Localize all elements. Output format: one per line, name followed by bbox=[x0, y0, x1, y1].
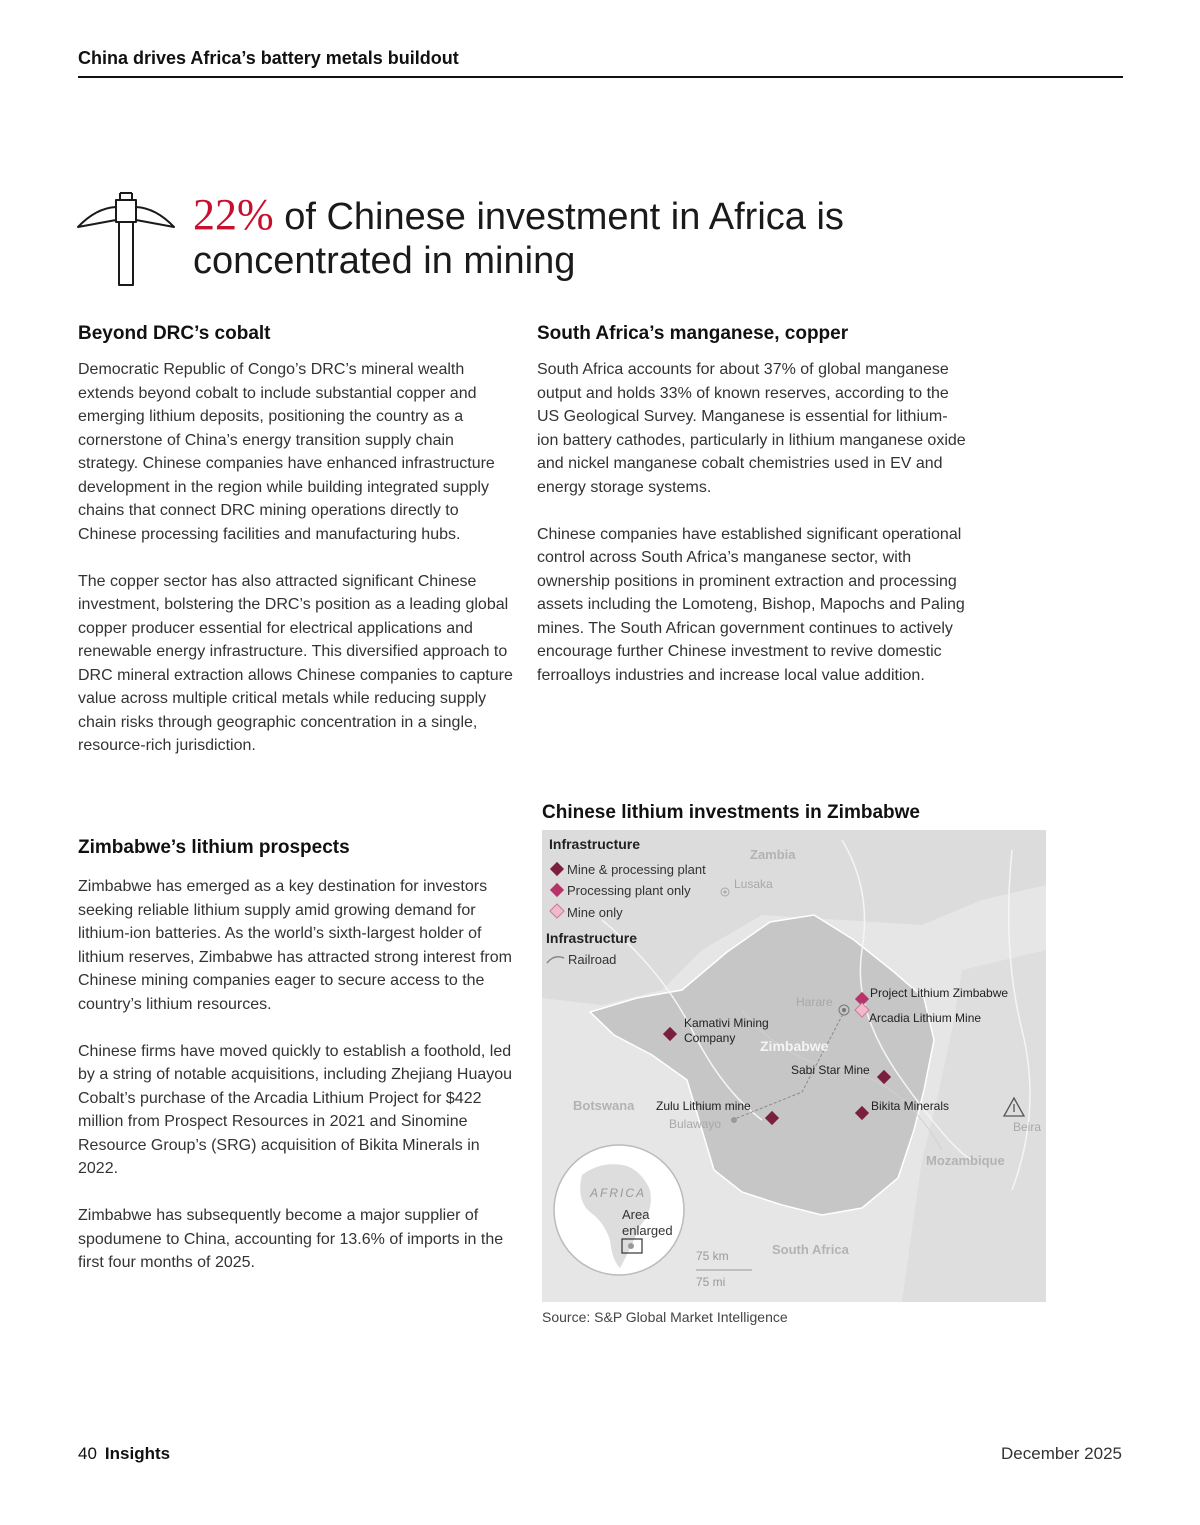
section-body-south-africa bbox=[537, 358, 967, 711]
footer-date: December 2025 bbox=[1001, 1444, 1122, 1463]
paragraph: Democratic Republic of Congo’s DRC’s mineral wealth extends beyond cobalt to include substantial copper and emerging lithium deposits, positioning the country as a cornerstone of China’s energy transition supply chain strategy. Chinese companies have enhanced infrastructure development in the region while building integrated supply chains that connect DRC mining operations directly to Chinese processing facilities and manufacturing hubs. bbox=[78, 361, 495, 543]
legend-label: Processing plant only bbox=[567, 883, 691, 898]
paragraph: Chinese firms have moved quickly to establish a foothold, led by a string of notable acquisitions, including Zhejiang Huayou Cobalt’s purchase of the Arcadia Lithium Project for $422 million from Prospect Resources in 2021 and Sinomine Resource Group’s (SRG) acquisition of Bikita Minerals in 2022. bbox=[78, 1042, 513, 1177]
city-marker-bulawayo bbox=[731, 1117, 737, 1123]
section-heading-south-africa: South Africa’s manganese, copper bbox=[537, 323, 849, 344]
legend-label: Mine only bbox=[567, 905, 623, 920]
section-body-zimbabwe bbox=[78, 875, 518, 1298]
page-number: 40 bbox=[78, 1444, 97, 1463]
scale-label-mi: 75 mi bbox=[696, 1275, 726, 1289]
header-rule bbox=[78, 76, 1123, 78]
paragraph: Zimbabwe has subsequently become a major supplier of spodumene to China, accounting for 13.6% of imports in the first four months of 2025. bbox=[78, 1207, 504, 1271]
scale-label-km: 75 km bbox=[696, 1249, 729, 1263]
legend-label: Mine & processing plant bbox=[567, 862, 706, 877]
footer-page bbox=[78, 1444, 170, 1464]
country-label-south-africa: South Africa bbox=[772, 1242, 849, 1257]
paragraph: South Africa accounts for about 37% of global manganese output and holds 33% of known reserves, according to the US Geological Survey. Manganese is essential for lithium-ion battery cathodes, particularly in lithium manganese oxide and nickel manganese cobalt chemistries used in EV and energy storage systems. bbox=[537, 361, 966, 496]
inset-label: enlarged bbox=[622, 1223, 673, 1238]
site-label-kamativi: Kamativi Mining bbox=[684, 1016, 769, 1030]
source-note: Source: S&P Global Market Intelligence bbox=[542, 1309, 788, 1325]
site-label-project-lithium: Project Lithium Zimbabwe bbox=[870, 986, 1009, 1000]
city-label-beira: Beira bbox=[1013, 1120, 1042, 1134]
section-heading-drc: Beyond DRC’s cobalt bbox=[78, 323, 271, 344]
country-label-botswana: Botswana bbox=[573, 1098, 635, 1113]
headline-text-line1: of Chinese investment in Africa is bbox=[273, 196, 844, 238]
pickaxe-icon bbox=[76, 190, 176, 290]
country-label-mozambique: Mozambique bbox=[926, 1153, 1005, 1168]
map-title: Chinese lithium investments in Zimbabwe bbox=[542, 802, 920, 823]
inset-region-label: AFRICA bbox=[590, 1186, 647, 1200]
legend-heading: Infrastructure bbox=[546, 930, 638, 946]
site-label-bikita: Bikita Minerals bbox=[871, 1099, 950, 1113]
legend-heading: Infrastructure bbox=[549, 836, 641, 852]
headline-text-line2: concentrated in mining bbox=[193, 240, 576, 282]
headline-stat: 22% bbox=[193, 190, 274, 239]
africa-inset bbox=[554, 1145, 684, 1275]
zimbabwe-map bbox=[542, 830, 1046, 1302]
site-label-arcadia: Arcadia Lithium Mine bbox=[869, 1011, 982, 1025]
section-heading-zimbabwe: Zimbabwe’s lithium prospects bbox=[78, 837, 350, 858]
publication-name: Insights bbox=[104, 1444, 171, 1463]
site-label-sabi-star: Sabi Star Mine bbox=[791, 1063, 870, 1077]
paragraph: Chinese companies have established significant operational control across South Africa’s manganese sector, with ownership positions in prominent extraction and processing assets including the Lomoteng, Bishop, Mapochs and Paling mines. The South African government continues to actively encourage further Chinese investment to revive domestic ferroalloys industries and increase local value addition. bbox=[537, 525, 965, 684]
city-label-bulawayo: Bulawayo bbox=[669, 1117, 722, 1131]
section-body-drc bbox=[78, 358, 518, 781]
city-label-harare: Harare bbox=[796, 995, 833, 1009]
city-label-lusaka: Lusaka bbox=[734, 877, 773, 891]
site-label-zulu: Zulu Lithium mine bbox=[656, 1099, 751, 1113]
headline bbox=[193, 190, 1093, 283]
inset-label: Area bbox=[622, 1207, 650, 1222]
header-title: China drives Africa’s battery metals buildout bbox=[78, 48, 459, 68]
paragraph: The copper sector has also attracted significant Chinese investment, bolstering the DRC’s position as a leading global copper producer essential for electrical applications and renewable energy infrastructure. This diversified approach to DRC mineral extraction allows Chinese companies to capture value across multiple critical metals while reducing supply chain risks through geographic concentration in a single, resource-rich jurisdiction. bbox=[78, 572, 513, 754]
paragraph: Zimbabwe has emerged as a key destination for investors seeking reliable lithium supply amid growing demand for lithium-ion batteries. As the world’s sixth-largest holder of lithium reserves, Zimbabwe has attracted strong interest from Chinese mining companies eager to secure access to the country’s lithium resources. bbox=[78, 878, 512, 1013]
country-label-zambia: Zambia bbox=[750, 847, 796, 862]
legend-label: Railroad bbox=[568, 952, 617, 967]
country-label-zimbabwe: Zimbabwe bbox=[760, 1038, 829, 1054]
site-label-kamativi: Company bbox=[684, 1031, 736, 1045]
